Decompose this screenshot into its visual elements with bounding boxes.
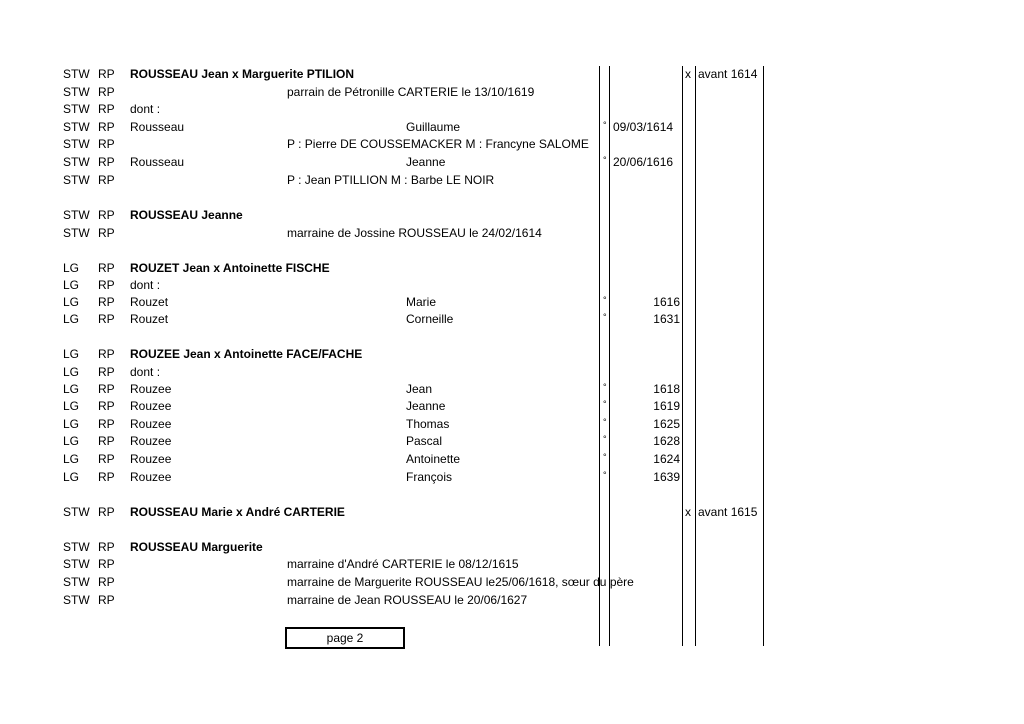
record-type: RP xyxy=(98,312,115,326)
location-code: LG xyxy=(63,470,80,484)
record-type: RP xyxy=(98,278,115,292)
birth-date: 1616 xyxy=(653,295,680,309)
record-row xyxy=(0,136,1024,153)
location-code: STW xyxy=(63,85,90,99)
birth-mark: ° xyxy=(603,382,607,392)
birth-mark: ° xyxy=(603,417,607,427)
record-row xyxy=(0,311,1024,328)
location-code: LG xyxy=(63,347,80,361)
page-number-box xyxy=(285,627,405,649)
record-row xyxy=(0,294,1024,311)
record-type: RP xyxy=(98,382,115,396)
family-name: ROUSSEAU Jean x Marguerite PTILION xyxy=(130,67,355,81)
birth-date: 09/03/1614 xyxy=(613,120,674,134)
record-type: RP xyxy=(98,208,115,222)
record-type: RP xyxy=(98,85,115,99)
record-row xyxy=(0,592,1024,609)
marriage-date: avant 1615 xyxy=(698,505,758,519)
record-type: RP xyxy=(98,102,115,116)
location-code: STW xyxy=(63,102,90,116)
record-type: RP xyxy=(98,575,115,589)
family-name: ROUSSEAU Jeanne xyxy=(130,208,243,222)
record-type: RP xyxy=(98,365,115,379)
record-row xyxy=(0,154,1024,171)
record-row xyxy=(0,346,1024,363)
location-code: LG xyxy=(63,382,80,396)
family-name: Rousseau xyxy=(130,155,185,169)
family-name: Rouzee xyxy=(130,382,172,396)
record-type: RP xyxy=(98,347,115,361)
record-type: RP xyxy=(98,505,115,519)
location-code: STW xyxy=(63,226,90,240)
record-note: marraine de Jean ROUSSEAU le 20/06/1627 xyxy=(287,593,528,607)
location-code: LG xyxy=(63,452,80,466)
marriage-mark: x xyxy=(685,505,691,519)
record-type: RP xyxy=(98,295,115,309)
record-type: RP xyxy=(98,417,115,431)
family-name: Rouzee xyxy=(130,399,172,413)
location-code: LG xyxy=(63,365,80,379)
record-note: parrain de Pétronille CARTERIE le 13/10/1619 xyxy=(287,85,535,99)
location-code: LG xyxy=(63,261,80,275)
location-code: STW xyxy=(63,593,90,607)
record-note: marraine d'André CARTERIE le 08/12/1615 xyxy=(287,557,519,571)
location-code: STW xyxy=(63,208,90,222)
record-row xyxy=(0,119,1024,136)
birth-mark: ° xyxy=(603,434,607,444)
record-type: RP xyxy=(98,226,115,240)
location-code: STW xyxy=(63,173,90,187)
birth-mark: ° xyxy=(603,470,607,480)
location-code: STW xyxy=(63,575,90,589)
location-code: LG xyxy=(63,434,80,448)
first-name: Jean xyxy=(406,382,433,396)
birth-mark: ° xyxy=(603,295,607,305)
record-type: RP xyxy=(98,261,115,275)
first-name: Corneille xyxy=(406,312,454,326)
family-name: Rouzee xyxy=(130,470,172,484)
record-type: RP xyxy=(98,399,115,413)
record-row xyxy=(0,172,1024,189)
family-name: dont : xyxy=(130,365,161,379)
family-name: Rouzet xyxy=(130,312,169,326)
birth-date: 20/06/1616 xyxy=(613,155,674,169)
first-name: Thomas xyxy=(406,417,450,431)
record-row xyxy=(0,556,1024,573)
location-code: LG xyxy=(63,312,80,326)
family-name: dont : xyxy=(130,102,161,116)
family-name: Rouzee xyxy=(130,452,172,466)
family-name: dont : xyxy=(130,278,161,292)
record-row xyxy=(0,433,1024,450)
record-type: RP xyxy=(98,540,115,554)
record-type: RP xyxy=(98,137,115,151)
record-row xyxy=(0,101,1024,118)
record-row xyxy=(0,469,1024,486)
location-code: STW xyxy=(63,540,90,554)
record-row xyxy=(0,225,1024,242)
record-row xyxy=(0,451,1024,468)
record-type: RP xyxy=(98,593,115,607)
location-code: LG xyxy=(63,417,80,431)
birth-date: 1625 xyxy=(653,417,680,431)
record-note: marraine de Jossine ROUSSEAU le 24/02/1614 xyxy=(287,226,542,240)
family-name: Rouzee xyxy=(130,434,172,448)
location-code: STW xyxy=(63,67,90,81)
marriage-mark: x xyxy=(685,67,691,81)
record-type: RP xyxy=(98,434,115,448)
birth-date: 1631 xyxy=(653,312,680,326)
birth-date: 1619 xyxy=(653,399,680,413)
record-note: P : Jean PTILLION M : Barbe LE NOIR xyxy=(287,173,495,187)
record-type: RP xyxy=(98,557,115,571)
family-name: ROUSSEAU Marguerite xyxy=(130,540,263,554)
location-code: LG xyxy=(63,278,80,292)
record-type: RP xyxy=(98,120,115,134)
record-row xyxy=(0,207,1024,224)
marriage-date: avant 1614 xyxy=(698,67,758,81)
family-name: ROUZEE Jean x Antoinette FACE/FACHE xyxy=(130,347,363,361)
first-name: Marie xyxy=(406,295,437,309)
record-type: RP xyxy=(98,470,115,484)
birth-date: 1624 xyxy=(653,452,680,466)
location-code: LG xyxy=(63,295,80,309)
location-code: STW xyxy=(63,120,90,134)
first-name: Jeanne xyxy=(406,399,446,413)
record-row xyxy=(0,260,1024,277)
location-code: STW xyxy=(63,137,90,151)
first-name: Jeanne xyxy=(406,155,446,169)
record-type: RP xyxy=(98,155,115,169)
record-type: RP xyxy=(98,452,115,466)
location-code: LG xyxy=(63,399,80,413)
birth-date: 1618 xyxy=(653,382,680,396)
first-name: Pascal xyxy=(406,434,443,448)
birth-mark: ° xyxy=(603,452,607,462)
birth-mark: ° xyxy=(603,120,607,130)
birth-mark: ° xyxy=(603,312,607,322)
birth-mark: ° xyxy=(603,399,607,409)
record-row xyxy=(0,277,1024,294)
record-row xyxy=(0,381,1024,398)
family-name: Rousseau xyxy=(130,120,185,134)
record-row xyxy=(0,574,1024,591)
first-name: Guillaume xyxy=(406,120,461,134)
location-code: STW xyxy=(63,505,90,519)
birth-date: 1628 xyxy=(653,434,680,448)
record-row xyxy=(0,84,1024,101)
record-row xyxy=(0,539,1024,556)
record-note: P : Pierre DE COUSSEMACKER M : Francyne SALOME xyxy=(287,137,589,151)
first-name: François xyxy=(406,470,453,484)
record-row xyxy=(0,66,1024,83)
record-row xyxy=(0,416,1024,433)
record-type: RP xyxy=(98,67,115,81)
record-type: RP xyxy=(98,173,115,187)
location-code: STW xyxy=(63,557,90,571)
birth-mark: ° xyxy=(603,155,607,165)
location-code: STW xyxy=(63,155,90,169)
family-name: ROUZET Jean x Antoinette FISCHE xyxy=(130,261,330,275)
record-row xyxy=(0,398,1024,415)
record-note: marraine de Marguerite ROUSSEAU le25/06/1618, sœur du père xyxy=(287,575,634,589)
birth-date: 1639 xyxy=(653,470,680,484)
family-name: Rouzet xyxy=(130,295,169,309)
family-name: ROUSSEAU Marie x André CARTERIE xyxy=(130,505,345,519)
family-name: Rouzee xyxy=(130,417,172,431)
page-number-label: page 2 xyxy=(326,631,364,645)
record-row xyxy=(0,504,1024,521)
record-row xyxy=(0,364,1024,381)
first-name: Antoinette xyxy=(406,452,461,466)
